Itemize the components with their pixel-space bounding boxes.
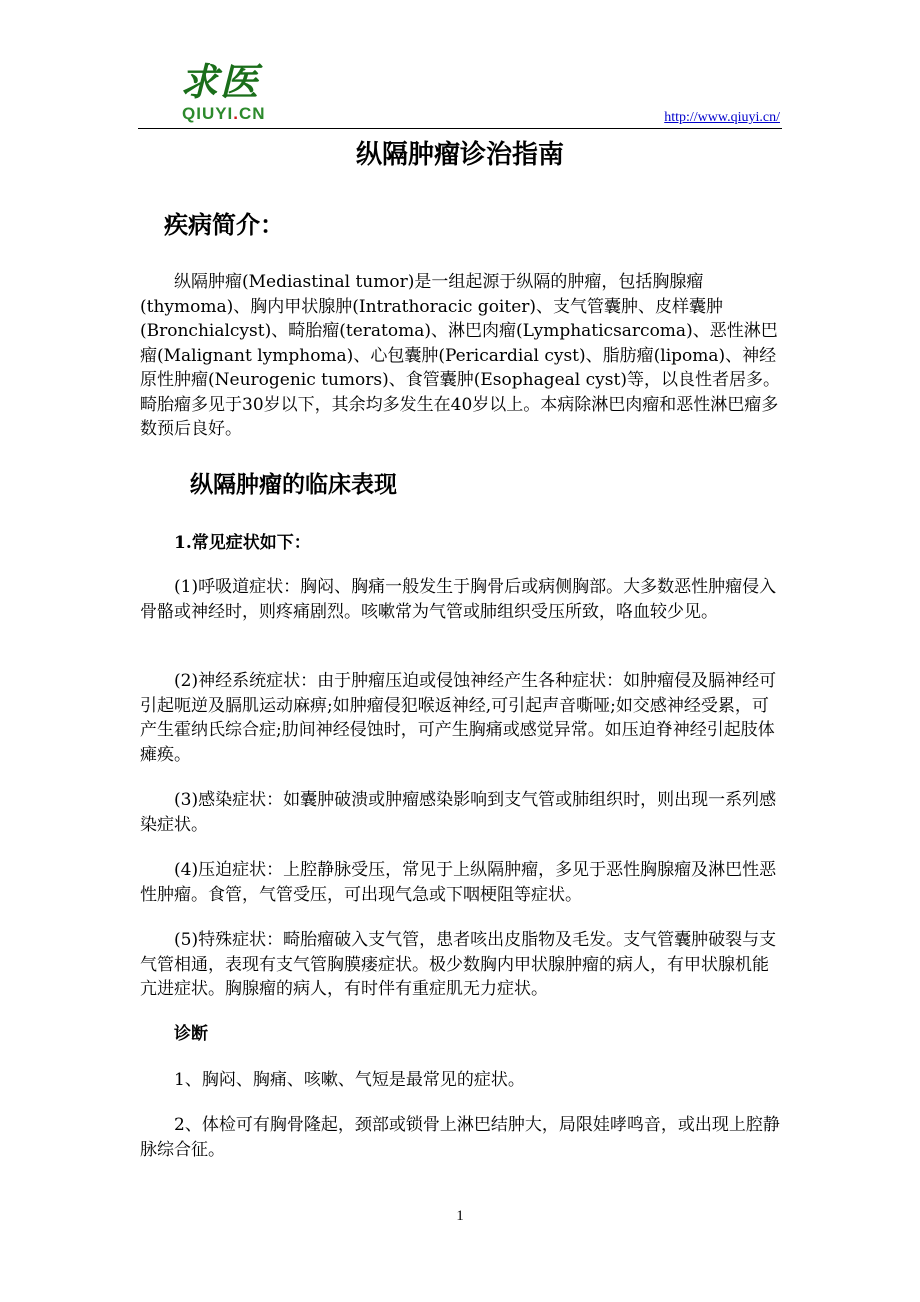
page-title: 纵隔肿瘤诊治指南 — [355, 140, 564, 170]
diagnosis-heading: 诊断 — [174, 1024, 208, 1044]
symptom-paragraph-4: (4)压迫症状：上腔静脉受压，常见于上纵隔肿瘤，多见于恶性胸腺瘤及淋巴性恶性肿瘤。食管，气管受压，可出现气急或下咽梗阻等症状。 — [140, 860, 777, 905]
logo-text-tld: CN — [239, 104, 266, 123]
symptom-paragraph-1: (1)呼吸道症状：胸闷、胸痛一般发生于胸骨后或病侧胸部。大多数恶性肿瘤侵入骨骼或神经时，则疼痛剧烈。咳嗽常为气管或肺组织受压所致，咯血较少见。 — [140, 577, 777, 622]
intro-paragraph: 纵隔肿瘤(Mediastinal tumor)是一组起源于纵隔的肿瘤，包括胸腺瘤(thymoma)、胸内甲状腺肿(Intrathoracic goiter)、支气管囊肿、皮样囊肿(Bronchialcyst)、畸胎瘤(teratoma)、淋巴肉瘤(Lymphaticsarcoma)、恶性淋巴瘤(Malignant lymphoma)、心包囊肿(Pericardial cyst)、脂肪瘤(lipoma)、神经原性肿瘤(Neurogenic tumors)、食管囊肿(Esophageal cyst)等，以良性者居多。畸胎瘤多见于30岁以下，其余均多发生在40岁以上。本病除淋巴肉瘤和恶性淋巴瘤多数预后良好。 — [140, 272, 780, 439]
intro-heading: 疾病简介： — [164, 210, 284, 239]
logo-text — [182, 104, 266, 124]
logo-text-sep: . — [233, 104, 240, 123]
symptoms-heading: 1.常见症状如下： — [174, 533, 311, 553]
logo-glyphs: 求医 — [180, 59, 261, 104]
diagnosis-item-2: 2、体检可有胸骨隆起，颈部或锁骨上淋巴结肿大，局限娃哮鸣音，或出现上腔静脉综合征。 — [140, 1115, 780, 1160]
header-url-link[interactable]: http://www.qiuyi.cn/ — [664, 110, 780, 125]
symptom-paragraph-3: (3)感染症状：如囊肿破溃或肿瘤感染影响到支气管或肺组织时，则出现一系列感染症状。 — [140, 790, 777, 835]
clinical-heading: 纵隔肿瘤的临床表现 — [190, 471, 397, 498]
symptom-paragraph-5: (5)特殊症状：畸胎瘤破入支气管，患者咳出皮脂物及毛发。支气管囊肿破裂与支气管相通，表现有支气管胸膜瘘症状。极少数胸内甲状腺肿瘤的病人，有甲状腺机能亢进症状。胸腺瘤的病人，有时伴有重症肌无力症状。 — [140, 930, 777, 999]
logo-text-main: QIUYI — [182, 104, 234, 123]
page-number: 1 — [456, 1208, 464, 1224]
diagnosis-item-1: 1、胸闷、胸痛、咳嗽、气短是最常见的症状。 — [174, 1070, 525, 1090]
symptom-paragraph-2: (2)神经系统症状：由于肿瘤压迫或侵蚀神经产生各种症状：如肿瘤侵及膈神经可引起呃逆及膈肌运动麻痹;如肿瘤侵犯喉返神经,可引起声音嘶哑;如交感神经受累，可产生霍纳氏综合症;肋间神经侵蚀时，可产生胸痛或感觉异常。如压迫脊神经引起肢体瘫痪。 — [140, 671, 777, 765]
qiuyi-logo[interactable] — [180, 60, 290, 130]
header-divider — [138, 128, 782, 129]
